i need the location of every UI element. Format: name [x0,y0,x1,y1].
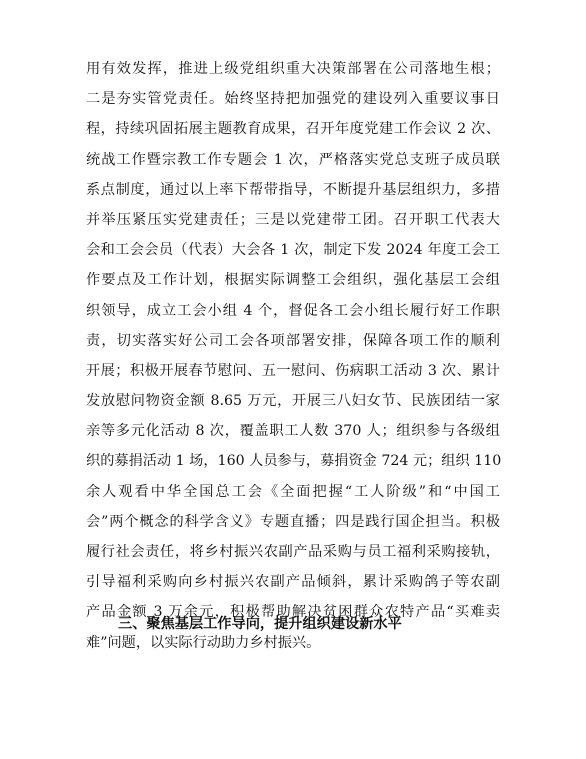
paragraph-line: 统战工作暨宗教工作专题会 1 次，严格落实党总支班子成员联 [86,151,500,168]
paragraph-line: 开展；积极开展春节慰问、五一慰问、伤病职工活动 3 次、累计 [86,362,500,379]
paragraph-line: 系点制度，通过以上率下帮带指导，不断提升基层组织力，多措 [86,181,500,198]
paragraph-line: 程，持续巩固拓展主题教育成果，召开年度党建工作会议 2 次、 [86,121,500,138]
paragraph-line: 作要点及工作计划，根据实际调整工会组织，强化基层工会组 [86,272,500,289]
paragraph-line: 余人观看中华全国总工会《全面把握“工人阶级”和“中国工 [86,483,500,500]
body-paragraph [86,54,500,658]
paragraph-line: 织的募捐活动 1 场，160 人员参与，募捐资金 724 元；组织 110 [86,453,502,470]
paragraph-line: 会和工会会员（代表）大会各 1 次，制定下发 2024 年度工会工 [86,242,500,259]
paragraph-line: 责，切实落实好公司工会各项部署安排，保障各项工作的顺利 [86,332,500,349]
paragraph-line: 发放慰问物资金额 8.65 万元，开展三八妇女节、民族团结一家 [86,393,500,410]
paragraph-line: 会”两个概念的科学含义》专题直播；四是践行国企担当。积极 [86,513,500,530]
paragraph-line: 二是夯实管党责任。始终坚持把加强党的建设列入重要议事日 [86,91,500,108]
paragraph-line: 难”问题，以实际行动助力乡村振兴。 [86,634,321,651]
paragraph-line: 织领导，成立工会小组 4 个，督促各工会小组长履行好工作职 [86,302,500,319]
paragraph-line: 引导福利采购向乡村振兴农副产品倾斜，累计采购鸽子等农副 [86,574,500,591]
paragraph-line: 并举压紧压实党建责任；三是以党建带工团。召开职工代表大 [86,211,500,228]
paragraph-line: 亲等多元化活动 8 次，覆盖职工人数 370 人；组织参与各级组 [86,423,500,440]
section-heading: 三、聚焦基层工作导向，提升组织建设新水平 [118,616,402,632]
paragraph-line: 履行社会责任，将乡村振兴农副产品采购与员工福利采购接轨， [86,544,500,560]
paragraph-line: 用有效发挥，推进上级党组织重大决策部署在公司落地生根； [86,61,500,77]
paragraph-line: 产品金额 3 万余元，积极帮助解决贫困群众农特产品“买难卖 [86,604,500,621]
